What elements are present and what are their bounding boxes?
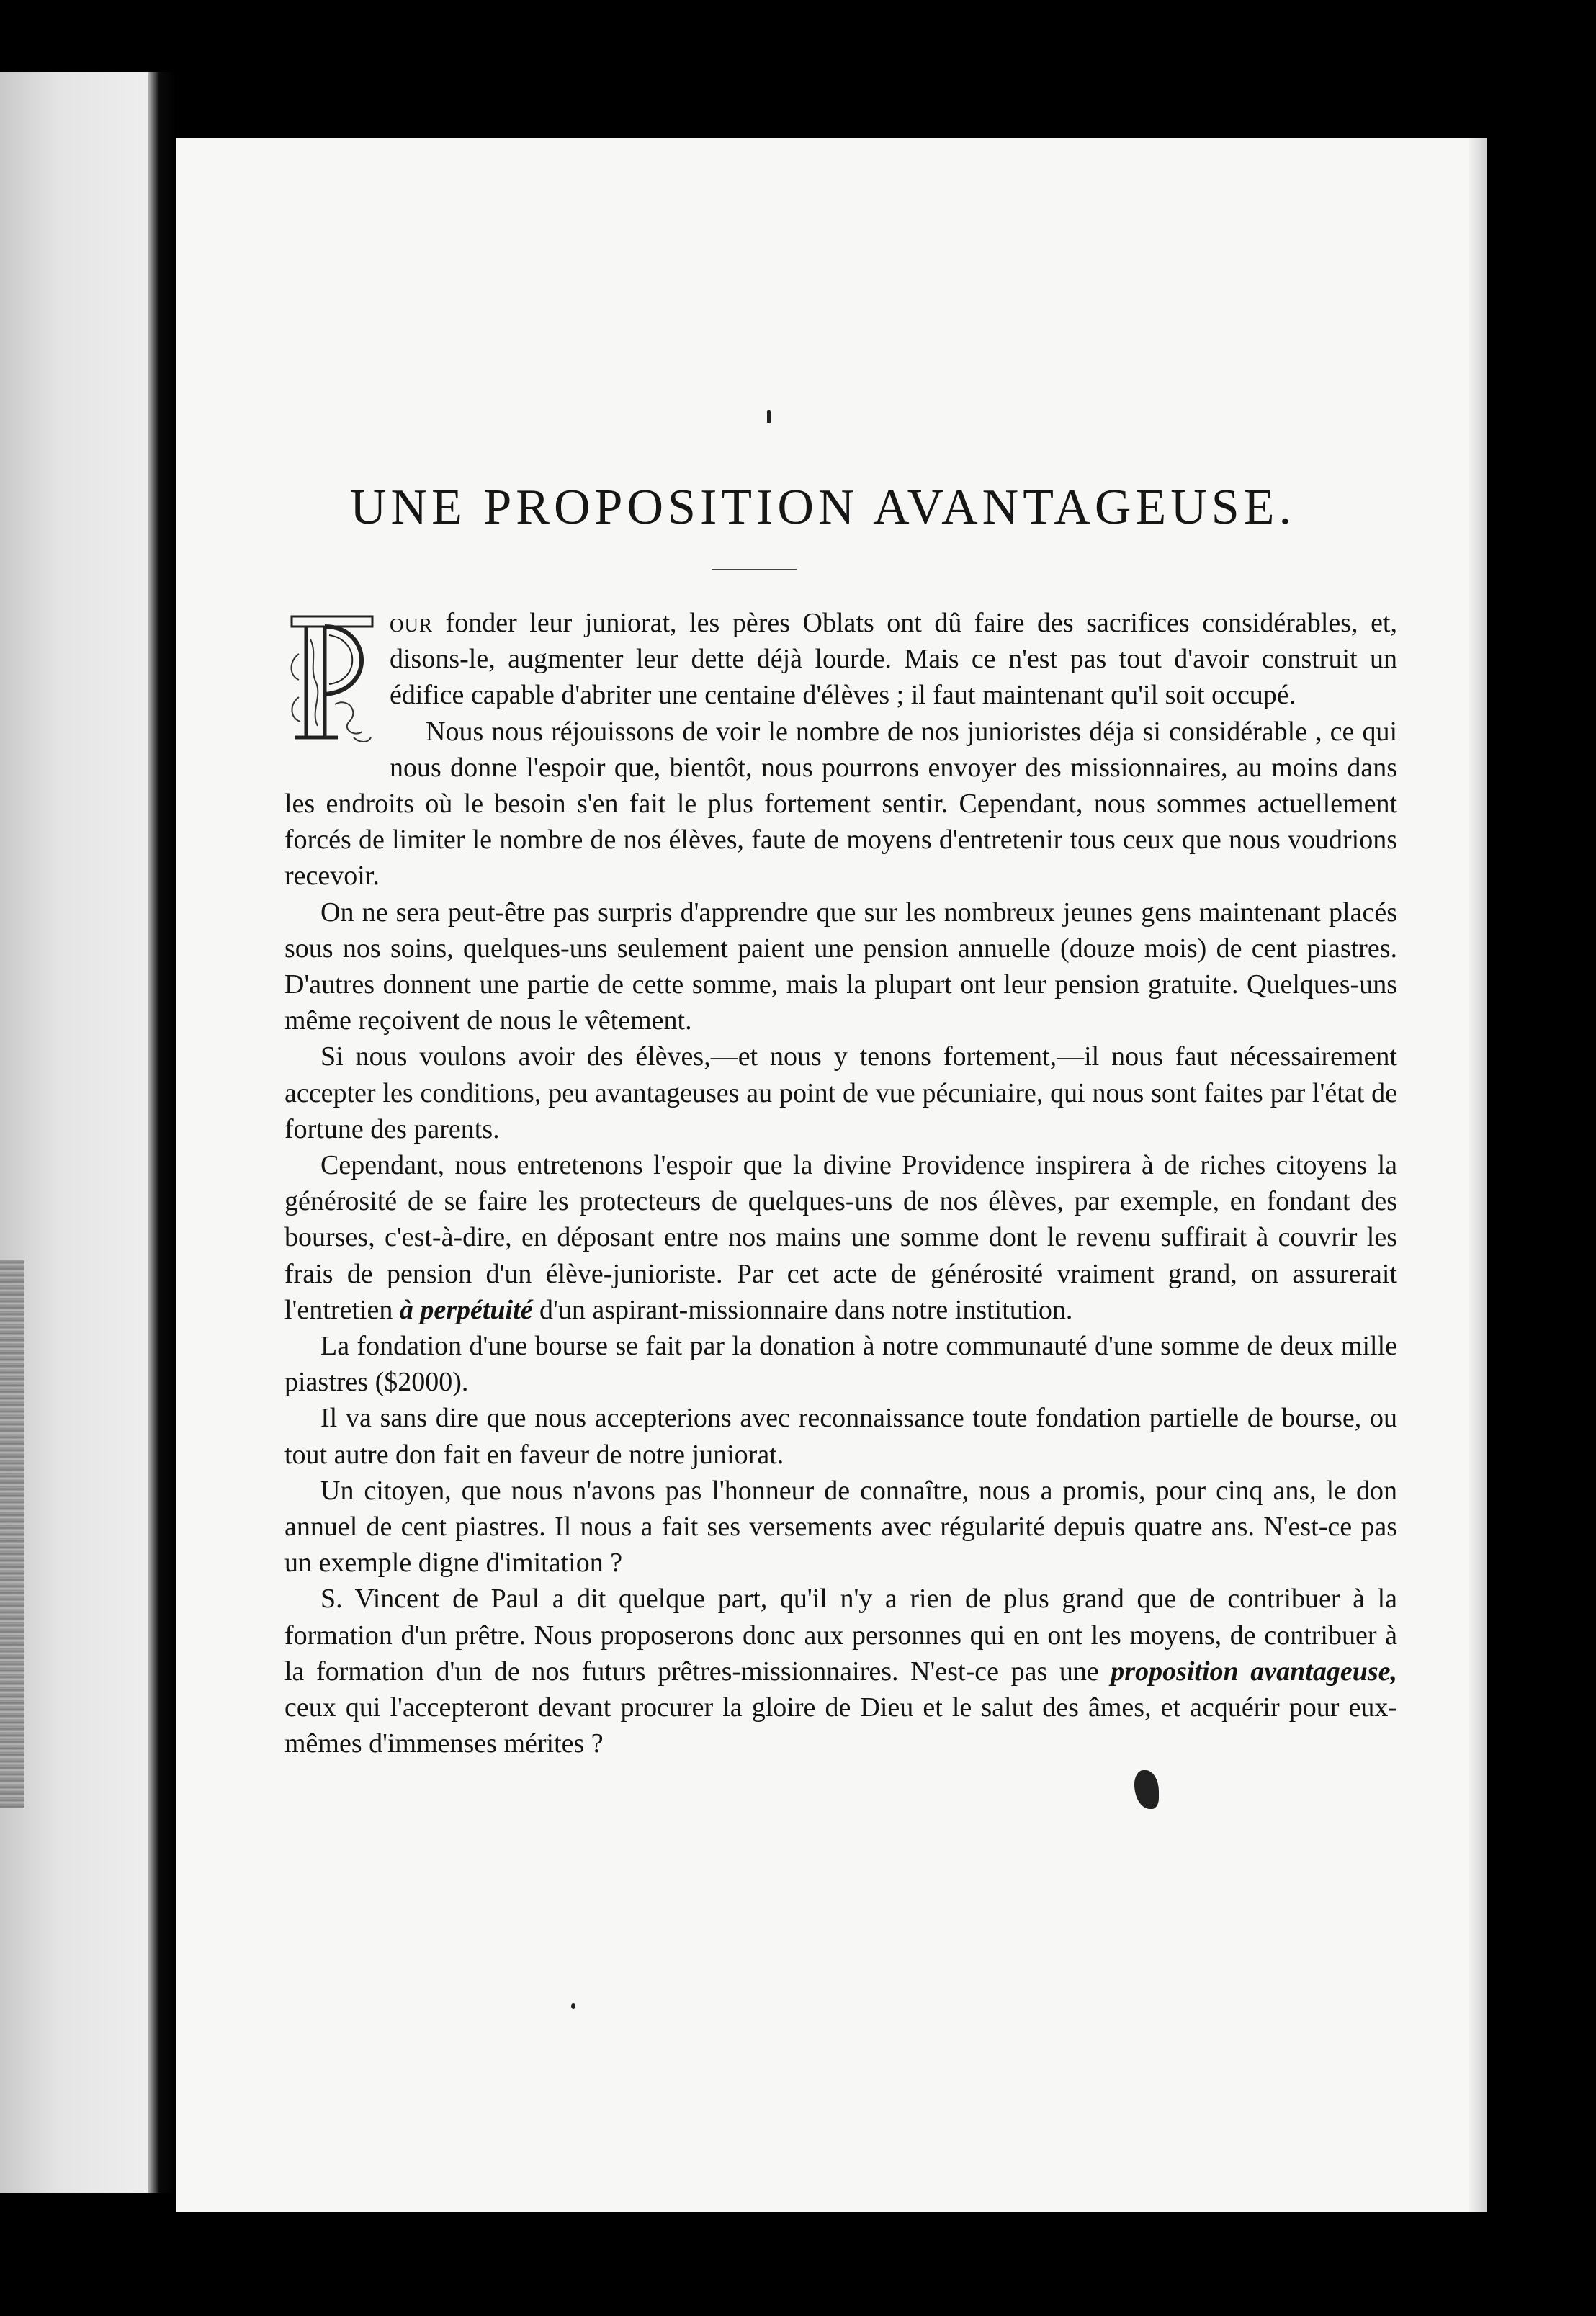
paragraph-2 xyxy=(284,714,1397,894)
page-edge xyxy=(1469,138,1487,2212)
paragraph-1 xyxy=(284,605,1397,714)
article-body xyxy=(284,605,1397,1762)
paragraph-5 xyxy=(284,1147,1397,1328)
drop-cap-ornament-icon xyxy=(284,611,380,752)
paragraph-3 xyxy=(284,894,1397,1039)
paragraph-text: On ne sera peut-être pas surpris d'apprendre que sur les nombreux jeunes gens maintenant placés sous nos soins, quelques-uns seulement paient une pension annuelle (douze mois) de cent piastres. D'autres donnent une partie de cette somme, mais la plupart ont leur pension gratuite. Quelques-uns même reçoivent de nous le vêtement. xyxy=(284,897,1397,1036)
paragraph-text: Si nous voulons avoir des élèves,—et nous y tenons fortement,—il nous faut nécessairement accepter les conditions, peu avantageuses au point de vue pécuniaire, qui nous sont faites par l'état de fortune des parents. xyxy=(284,1041,1397,1144)
paragraph-text: Un citoyen, que nous n'avons pas l'honneur de connaître, nous a promis, pour cinq ans, le don annuel de cent piastres. Il nous a fait ses versements avec régularité depuis quatre ans. N'est-ce pas un exemple digne d'imitation ? xyxy=(284,1475,1397,1579)
ink-speck xyxy=(767,410,771,423)
paragraph-text: Nous nous réjouissons de voir le nombre de nos junioristes déja si considérable , ce qui nous donne l'espoir que, bientôt, nous pourrons envoyer des missionnaires, au moins dans les endroits où le besoin s'en fait le plus fortement sentir. Cependant, nous sommes actuellement forcés de limiter le nombre de nos élèves, faute de moyens d'entretenir tous ceux que nous voudrions recevoir. xyxy=(284,716,1397,892)
drop-cap-lead-word: our xyxy=(390,608,434,638)
facing-page-edge xyxy=(0,72,148,2193)
paragraph-text: fonder leur juniorat, les pères Oblats ont dû faire des sacrifices considérables, et, disons-le, augmenter leur dette déjà lourde. Mais ce n'est pas tout d'avoir construit un édifice capable d'abriter une centaine d'élèves ; il faut maintenant qu'il soit occupé. xyxy=(390,608,1397,711)
ink-blot xyxy=(1134,1770,1159,1809)
ink-speck xyxy=(571,2003,575,2009)
emphasis-text: proposition avantageuse, xyxy=(1111,1656,1397,1687)
page-title: UNE PROPOSITION AVANTAGEUSE. xyxy=(350,480,1296,535)
emphasis-text: à perpétuité xyxy=(399,1294,533,1325)
paragraph-text: d'un aspirant-missionnaire dans notre institution. xyxy=(532,1294,1073,1325)
facing-page-print-bleed xyxy=(0,1260,24,1808)
title-rule xyxy=(712,569,797,570)
paragraph-text: S. Vincent de Paul a dit quelque part, qu'il n'y a rien de plus grand que de contribuer à la formation d'un prêtre. Nous proposerons donc aux personnes qui en ont les moyens, de contribuer à la formation d'un de nos futurs prêtres-missionnaires. N'est-ce pas une xyxy=(284,1584,1397,1687)
paragraph-6 xyxy=(284,1328,1397,1400)
paragraph-text: ceux qui l'accepteront devant procurer la gloire de Dieu et le salut des âmes, et acquérir pour eux-mêmes d'immenses mérites ? xyxy=(284,1692,1397,1759)
ornamental-drop-cap xyxy=(284,611,380,752)
paragraph-7 xyxy=(284,1400,1397,1472)
paragraph-text: Il va sans dire que nous accepterions avec reconnaissance toute fondation partielle de bourse, ou tout autre don fait en faveur de notre juniorat. xyxy=(284,1403,1397,1470)
book-page xyxy=(176,138,1469,2212)
book-gutter xyxy=(148,72,176,2193)
paragraph-text: Cependant, nous entretenons l'espoir que la divine Providence inspirera à de riches citoyens la générosité de se faire les protecteurs de quelques-uns de nos élèves, par exemple, en fondant des bourses, c'est-à-dire, en déposant entre nos mains une somme dont le revenu suffirait à couvrir les frais de pension d'un élève-junioriste. Par cet acte de générosité vraiment grand, on assurerait l'entretien xyxy=(284,1150,1397,1325)
paragraph-4 xyxy=(284,1038,1397,1147)
paragraph-9 xyxy=(284,1581,1397,1761)
paragraph-8 xyxy=(284,1473,1397,1581)
paragraph-text: La fondation d'une bourse se fait par la donation à notre communauté d'une somme de deux mille piastres ($2000). xyxy=(284,1331,1397,1398)
